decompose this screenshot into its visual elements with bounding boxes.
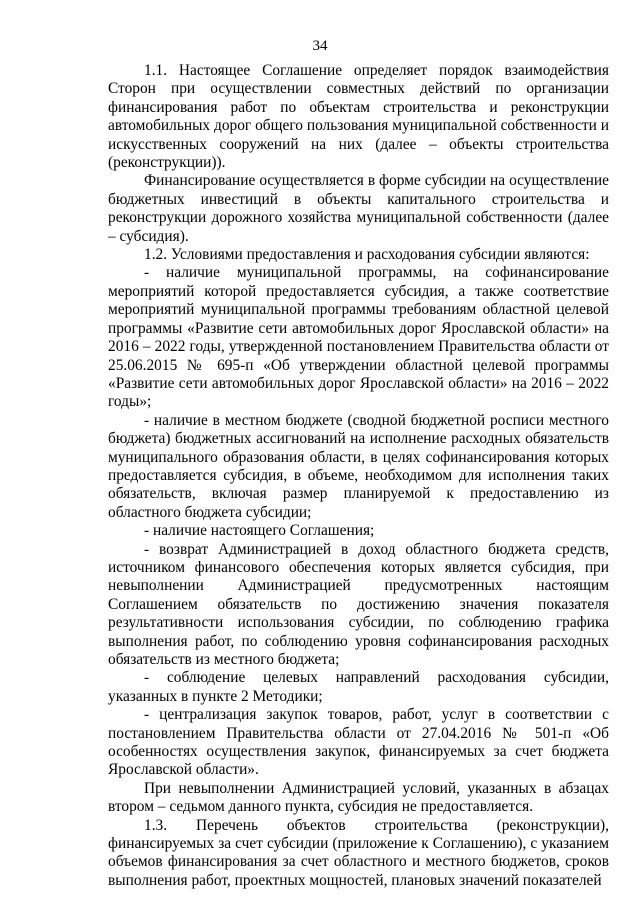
paragraph-1-2: 1.2. Условиями предоставления и расходования субсидии являются:	[144, 246, 590, 264]
document-body	[108, 62, 609, 890]
condition-local-budget: - наличие в местном бюджете (сводной бюджетной росписи местного бюджета) бюджетных ассигнований на исполнение расходных обязательств муниципального образования области, в целях софинансирования которых предоставляется субсидия, в объеме, необходимом для исполнения таких обязательств, включая размер планируемой к предоставлению из областного бюджета субсидии;	[108, 411, 609, 521]
paragraph-1-1: 1.1. Настоящее Соглашение определяет порядок взаимодействия Сторон при осуществлении совместных действий по организации финансирования работ по объектам строительства и реконструкции автомобильных дорог общего пользования муниципальной собственности и искусственных сооружений на них (далее – объекты строительства (реконструкции)).	[108, 62, 609, 172]
condition-procurement: - централизация закупок товаров, работ, услуг в соответствии с постановлением Правительства области от 27.04.2016 № 501-п «Об особенностях осуществления закупок, финансируемых за счет бюджета Ярославской области».	[108, 706, 609, 779]
paragraph-financing-form: Финансирование осуществляется в форме субсидии на осуществление бюджетных инвестиций в объекты капитального строительства и реконструкции дорожного хозяйства муниципальной собственности (далее – субсидия).	[108, 172, 609, 245]
condition-agreement: - наличие настоящего Соглашения;	[144, 522, 375, 540]
paragraph-non-compliance: При невыполнении Администрацией условий, указанных в абзацах втором – седьмом данного пункта, субсидия не предоставляется.	[108, 779, 609, 816]
condition-target-directions: - соблюдение целевых направлений расходования субсидии, указанных в пункте 2 Методики;	[108, 669, 609, 705]
paragraph-1-3: 1.3. Перечень объектов строительства (реконструкции), финансируемых за счет субсидии (приложение к Соглашению), с указанием объемов финансирования за счет областного и местного бюджетов, сроков выполнения работ, проектных мощностей, плановых значений показателей	[108, 816, 609, 889]
page-number: 34	[312, 38, 328, 54]
condition-refund: - возврат Администрацией в доход областного бюджета средств, источником финансового обеспечения которых является субсидия, при невыполнении Администрацией предусмотренных настоящим Соглашением обязательств по достижению значения показателя результативности использования субсидии, по соблюдению графика выполнения работ, по соблюдению уровня софинансирования расходных обязательств из местного бюджета;	[108, 540, 609, 668]
condition-municipal-program: - наличие муниципальной программы, на софинансирование мероприятий которой предоставляется субсидия, а также соответствие мероприятий муниципальной программы требованиям областной целевой программы «Развитие сети автомобильных дорог Ярославской области» на 2016 – 2022 годы, утвержденной постановлением Правительства области от 25.06.2015 № 695-п «Об утверждении областной целевой программы «Развитие сети автомобильных дорог Ярославской области» на 2016 – 2022 годы»;	[108, 264, 609, 411]
